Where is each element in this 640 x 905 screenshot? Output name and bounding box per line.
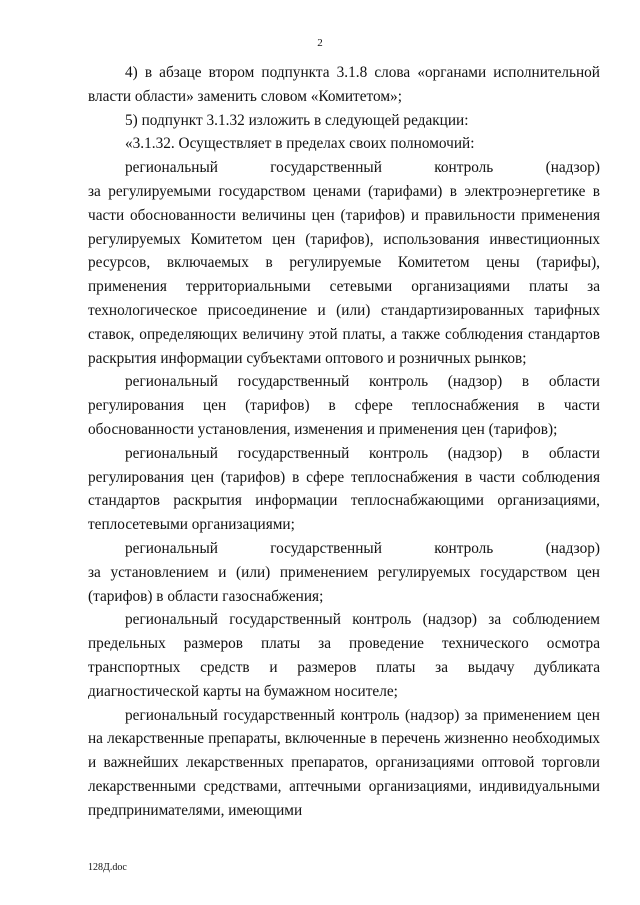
paragraph-control-inspection: региональный государственный контроль (надзор) за соблюдением предельных размеров платы за проведение технического осмотра транспортных средств и размеров платы за выдачу дубликата диагностической карты на бумажном носителе; [88,611,600,700]
paragraph-item-4: 4) в абзаце втором подпункта 3.1.8 слова «органами исполнительной власти области» заменить словом «Комитетом»; [88,64,600,105]
paragraph-control-electricity: за регулируемыми государством ценами (тарифами) в электроэнергетике в части обоснованности величины цен (тарифов) и правильности применения регулируемых Комитетом цен (тарифов), использования инвестиционных ресурсов, включаемых в регулируемые Комитетом цены (тарифы), применения территориальными сетевыми организациями платы за технологическое присоединение и (или) стандартизированных тарифных ставок, определяющих величину этой платы, а также соблюдения стандартов раскрытия информации субъектами оптового и розничных рынков; [88,182,600,367]
document-body [88,61,600,823]
paragraph-control-heat-disclosure: региональный государственный контроль (надзор) в области регулирования цен (тарифов) в сфере теплоснабжения в части соблюдения стандартов раскрытия информации теплоснабжающими организациями, теплосетевыми организациями; [88,444,600,534]
paragraph-control-medicines: региональный государственный контроль (надзор) за применением цен на лекарственные препараты, включенные в перечень жизненно необходимых и важнейших лекарственных препаратов, организациями оптовой торговли лекарственными средствами, аптечными организациями, индивидуальными предпринимателями, имеющими [88,706,600,819]
paragraph-control-gas-lead: региональный государственный контроль (надзор) [125,539,600,557]
paragraph-control-heat-prices: региональный государственный контроль (надзор) в области регулирования цен (тарифов) в сфере теплоснабжения в части обоснованности установления, изменения и применения цен (тарифов); [88,373,600,438]
page-number: 2 [317,37,323,49]
paragraph-control-electricity-lead: региональный государственный контроль (надзор) [125,159,600,177]
footer-file-name: 128Д.doc [88,862,127,873]
paragraph-control-gas: за установлением и (или) применением регулируемых государством цен (тарифов) в области газоснабжения; [88,563,600,605]
paragraph-item-5: 5) подпункт 3.1.32 изложить в следующей редакции: [125,111,469,129]
paragraph-3-1-32-heading: «3.1.32. Осуществляет в пределах своих полномочий: [125,135,475,153]
